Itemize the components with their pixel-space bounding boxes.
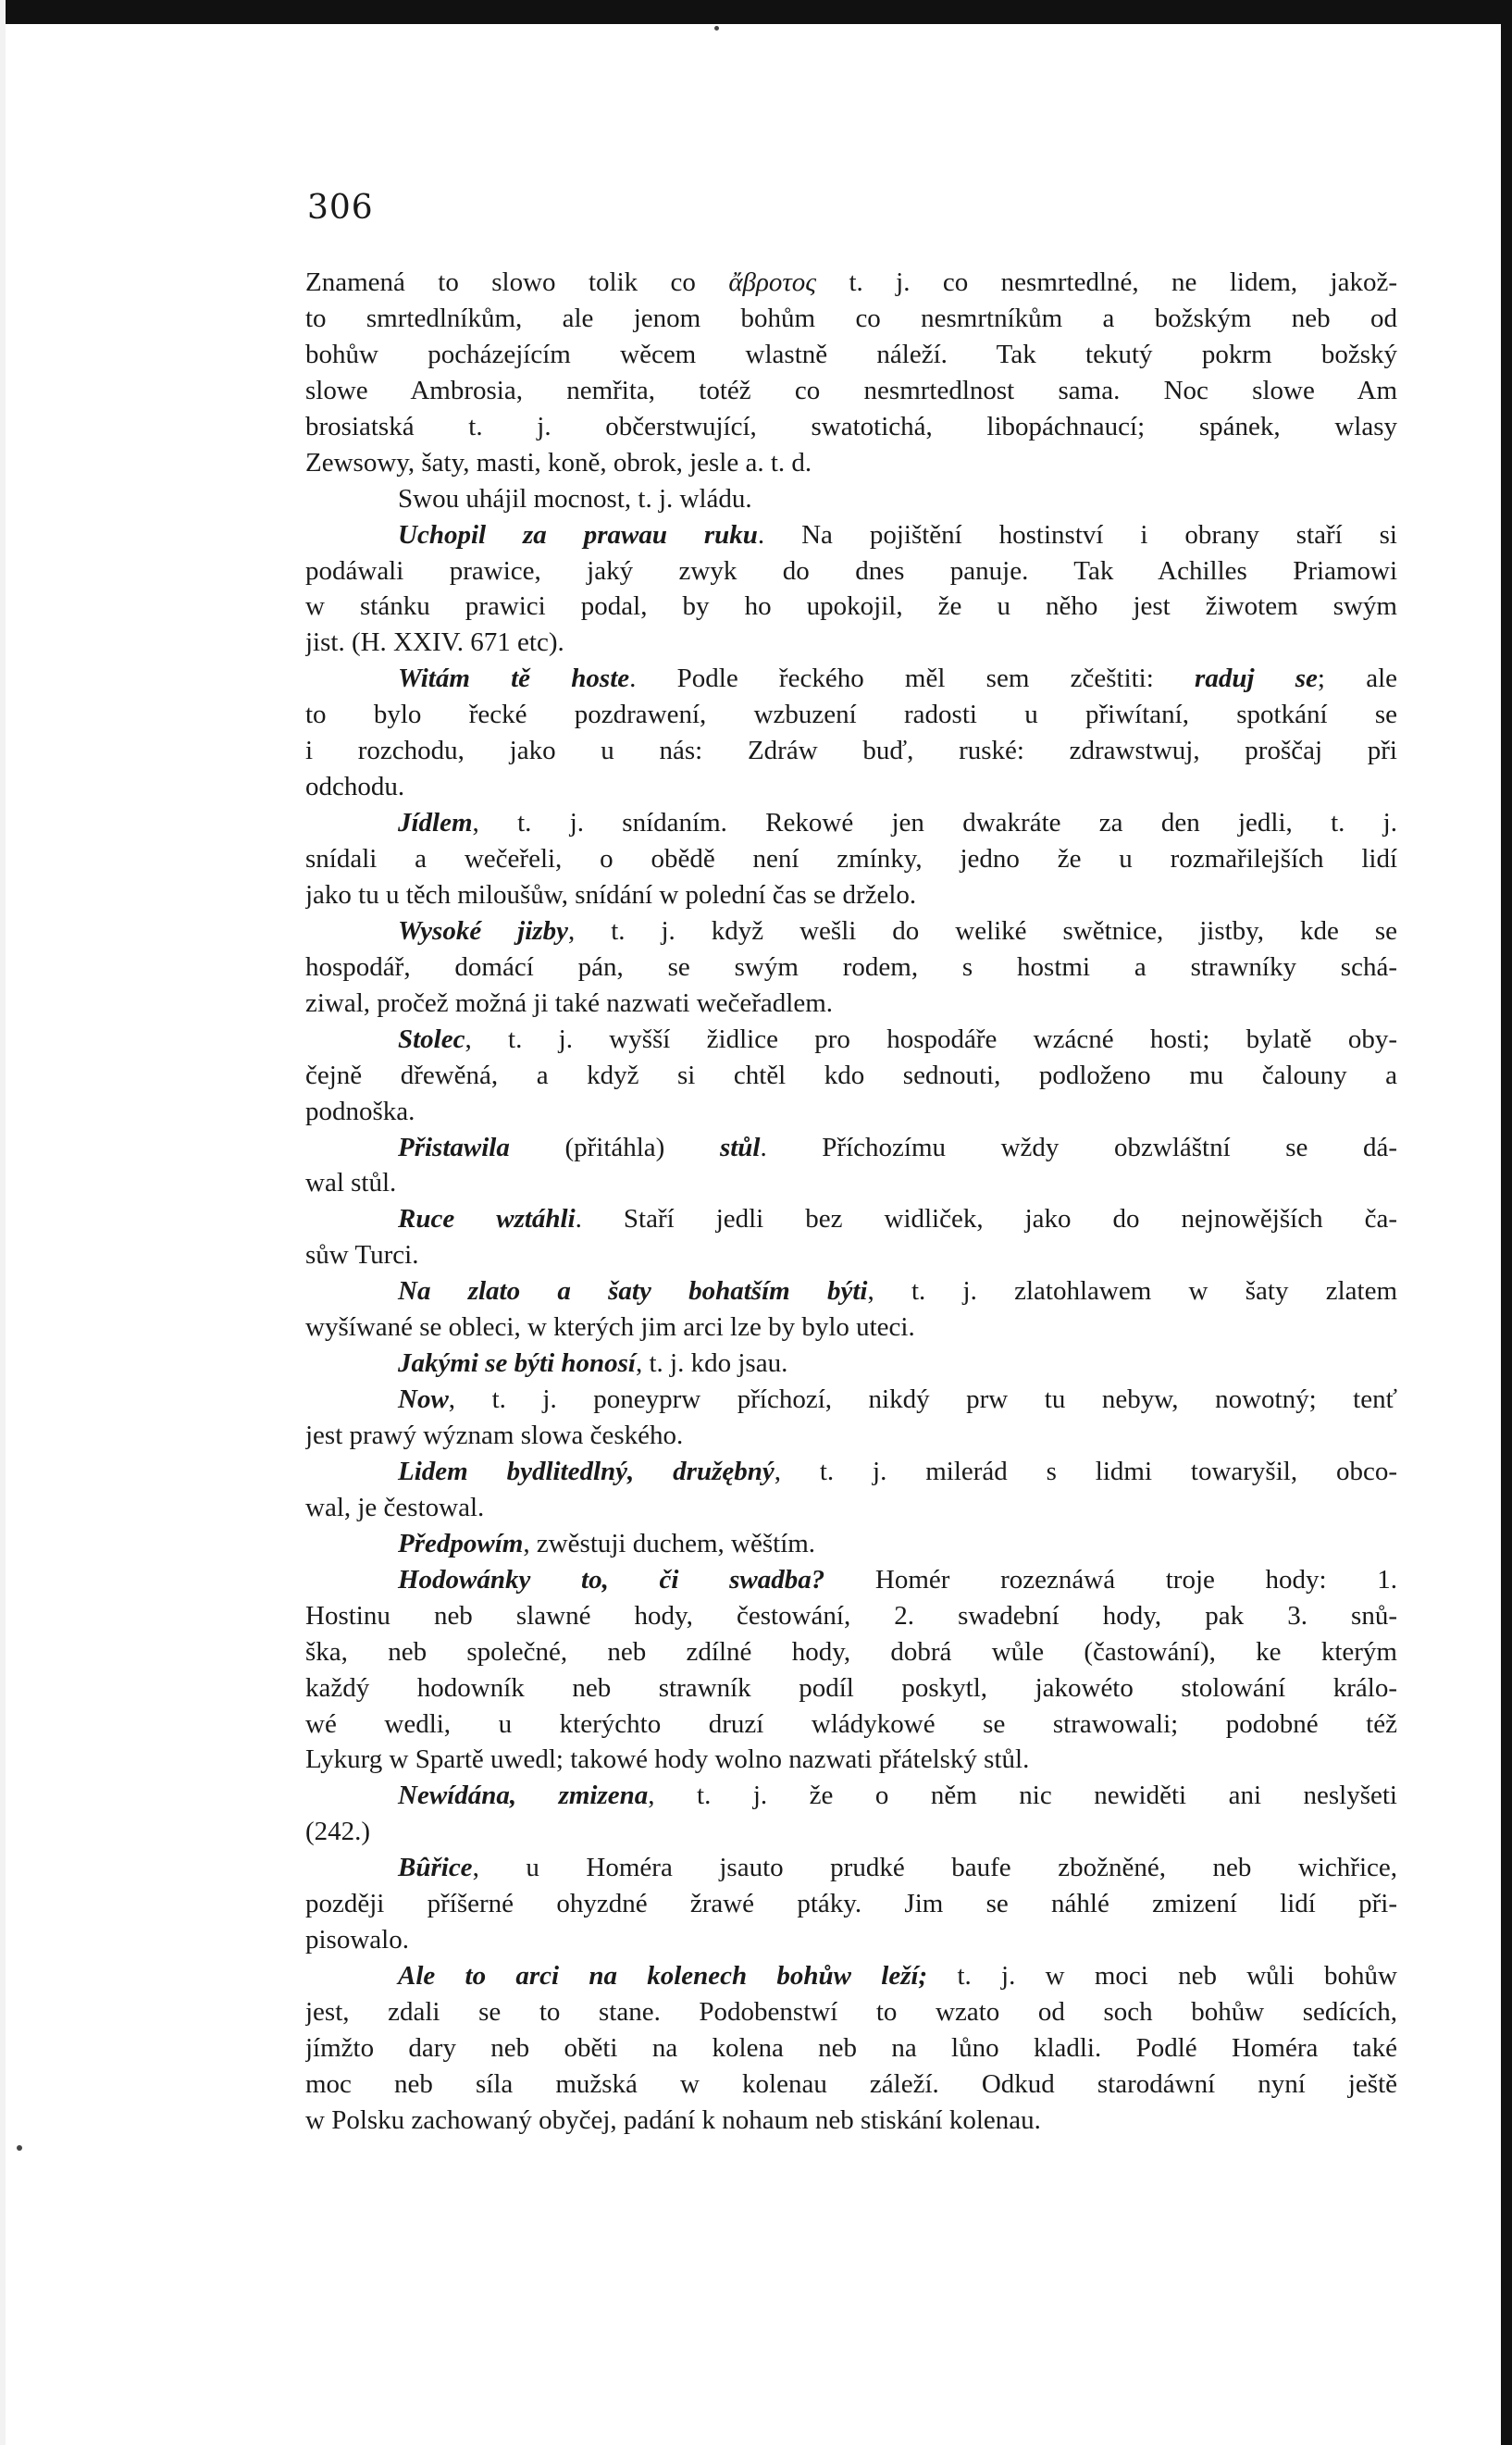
text-line xyxy=(305,913,1397,949)
text-segment: ška, neb společné, neb zdílné hody, dobrá wůle (častowání), ke kterým xyxy=(305,1636,1397,1667)
text-line xyxy=(305,337,1397,373)
body-text xyxy=(305,265,1397,2139)
scan-border-left xyxy=(0,0,6,2445)
text-segment: pisowalo. xyxy=(305,1925,409,1955)
lemma-term: Wysoké jizby xyxy=(398,915,568,946)
text-segment: jest, zdali se to stane. Podobenstwí to wzato od soch bohůw sedících, xyxy=(305,1997,1397,2027)
text-segment: , t. j. že o něm nic newiděti ani neslyšeti xyxy=(648,1781,1397,1811)
text-line xyxy=(305,1094,1397,1130)
text-line xyxy=(305,1850,1397,1886)
text-segment: , t. j. snídaním. Rekowé jen dwakráte za den jedli, t. j. xyxy=(472,808,1397,838)
text-line xyxy=(305,1778,1397,1814)
text-line xyxy=(305,265,1397,301)
text-segment: sůw Turci. xyxy=(305,1240,419,1271)
text-segment: jímžto dary neb oběti na kolena neb na lůno kladli. Podlé Homéra také xyxy=(305,2032,1397,2063)
text-line xyxy=(305,661,1397,697)
text-line xyxy=(305,1598,1397,1634)
text-line xyxy=(305,949,1397,986)
text-line xyxy=(305,1958,1397,1994)
text-segment: Lykurg w Spartě uwedl; takowé hody wolno nazwati přátelský stůl. xyxy=(305,1744,1030,1775)
text-segment: jako tu u těch miloušůw, snídání w polední čas se drželo. xyxy=(305,879,917,910)
text-line xyxy=(305,1922,1397,1958)
lemma-term: Newídána, zmizena xyxy=(398,1781,649,1811)
text-line xyxy=(305,1273,1397,1309)
text-segment: snídali a wečeřeli, o obědě není zmínky, jedno že u rozmařilejších lidí xyxy=(305,844,1397,874)
text-line xyxy=(305,1670,1397,1707)
text-segment: . Příchozímu wždy obzwláštní se dá- xyxy=(760,1132,1397,1162)
lemma-term: Lidem bydlitedlný, družębný xyxy=(398,1456,775,1486)
text-segment: . Staří jedli bez widliček, jako do nejnowějších ča- xyxy=(575,1204,1397,1235)
text-segment: i rozchodu, jako u nás: Zdráw buď, ruské: zdrawstwuj, proščaj při xyxy=(305,736,1397,766)
text-line xyxy=(305,625,1397,661)
text-segment: brosiatská t. j. občerstwující, swatotichá, libopáchnaucí; spánek, wlasy xyxy=(305,411,1397,441)
text-line xyxy=(305,1707,1397,1743)
text-line xyxy=(305,986,1397,1022)
text-segment: čejně dřewěná, a když si chtěl kdo sednouti, podloženo mu čalouny a xyxy=(305,1060,1397,1090)
text-segment: w Polsku zachowaný obyčej, padání k nohaum neb stiskání kolenau. xyxy=(305,2104,1041,2135)
text-line xyxy=(305,1886,1397,1922)
text-segment: wyšíwané se obleci, w kterých jim arci lze by bylo uteci. xyxy=(305,1312,915,1343)
text-line xyxy=(305,1742,1397,1778)
lemma-term: Hodowánky to, či swadba? xyxy=(398,1564,825,1595)
lemma-term: Jakými se býti honosí xyxy=(398,1348,636,1379)
text-line xyxy=(305,409,1397,445)
text-segment: , t. j. poneyprw příchozí, nikdý prw tu nebyw, nowotný; tenť xyxy=(448,1384,1397,1415)
text-segment: každý hodowník neb strawník podíl poskytl, jakowéto stolowání králo- xyxy=(305,1672,1397,1703)
lemma-term: Přistawila xyxy=(398,1132,510,1162)
text-segment: jist. (H. XXIV. 671 etc). xyxy=(305,627,564,658)
text-line xyxy=(305,697,1397,733)
text-line xyxy=(305,2030,1397,2066)
text-segment: Znamená to slowo tolik co xyxy=(305,267,729,297)
text-segment: . Na pojištění hostinství i obrany staří si xyxy=(757,519,1397,550)
text-segment: to smrtedlníkům, ale jenom bohům co nesmrtníkům a božským neb od xyxy=(305,303,1397,333)
text-line xyxy=(305,1814,1397,1850)
text-line xyxy=(305,769,1397,805)
text-segment: ; ale xyxy=(1317,664,1397,694)
text-segment: odchodu. xyxy=(305,772,405,802)
lemma-term: Ruce wztáhli xyxy=(398,1204,576,1235)
lemma-term: Uchopil za prawau ruku xyxy=(398,519,758,550)
text-segment: to bylo řecké pozdrawení, wzbuzení radosti u přiwítaní, spotkání se xyxy=(305,700,1397,730)
lemma-term: Na zlato a šaty bohatším býti xyxy=(398,1276,868,1307)
lemma-term: stůl xyxy=(719,1132,761,1162)
text-line xyxy=(305,2103,1397,2139)
text-segment: , u Homéra jsauto prudké baufe zbožněné, neb wichřice, xyxy=(472,1853,1397,1883)
text-line xyxy=(305,1526,1397,1562)
text-line xyxy=(305,1346,1397,1382)
text-segment: Zewsowy, šaty, masti, koně, obrok, jesle a. t. d. xyxy=(305,447,812,478)
text-line xyxy=(305,1994,1397,2030)
text-line xyxy=(305,1562,1397,1598)
text-segment: bohůw pocházejícím wěcem wlastně náleží. Tak tekutý pokrm božský xyxy=(305,339,1397,369)
text-segment: jest prawý wýznam slowa českého. xyxy=(305,1421,684,1450)
text-line xyxy=(305,733,1397,769)
text-line xyxy=(305,1634,1397,1670)
text-segment: podáwali prawice, jaký zwyk do dnes panuje. Tak Achilles Priamowi xyxy=(305,555,1397,586)
text-segment: , zwěstuji duchem, wěštím. xyxy=(523,1528,816,1558)
greek-word: ἄβροτος xyxy=(728,267,817,297)
text-line xyxy=(305,553,1397,590)
text-line xyxy=(305,1382,1397,1418)
text-line xyxy=(305,1165,1397,1201)
text-segment: později příšerné ohyzdné žrawé ptáky. Jim se náhlé zmizení lidí při- xyxy=(305,1889,1397,1919)
text-segment: , t. j. milerád s lidmi towaryšil, obco- xyxy=(774,1456,1397,1486)
text-segment: Hostinu neb slawné hody, čestowání, 2. swadební hody, pak 3. snů- xyxy=(305,1600,1397,1631)
ink-speck xyxy=(714,26,719,31)
text-line xyxy=(305,1237,1397,1273)
text-segment: , t. j. zlatohlawem w šaty zlatem xyxy=(867,1276,1397,1307)
text-segment: , t. j. kdo jsau. xyxy=(635,1348,788,1379)
lemma-term: Stolec xyxy=(398,1024,465,1054)
text-line xyxy=(305,1058,1397,1094)
lemma-term: Ale to arci na kolenech bohůw leží; xyxy=(398,1961,928,1992)
text-segment: . Podle řeckého měl sem zčeštiti: xyxy=(629,664,1196,694)
text-segment: moc neb síla mužská w kolenau záleží. Odkud starodáwní nyní ještě xyxy=(305,2068,1397,2099)
text-line xyxy=(305,1490,1397,1526)
text-line xyxy=(305,301,1397,337)
text-line xyxy=(305,1454,1397,1490)
text-line xyxy=(305,877,1397,913)
text-segment: Swou uhájil mocnost, t. j. wládu. xyxy=(398,483,752,514)
lemma-term: Jídlem xyxy=(398,808,473,838)
text-segment: slowe Ambrosia, nemřita, totéž co nesmrtedlnost sama. Noc slowe Am xyxy=(305,375,1397,405)
lemma-term: Předpowím xyxy=(398,1528,524,1558)
text-line xyxy=(305,445,1397,481)
text-segment: t. j. w moci neb wůli bohůw xyxy=(927,1961,1397,1992)
text-segment: w stánku prawici podal, by ho upokojil, že u něho jest žiwotem swým xyxy=(305,591,1397,622)
text-line xyxy=(305,1418,1397,1454)
lemma-term: Bûřice xyxy=(398,1853,473,1883)
text-segment: (242.) xyxy=(305,1817,371,1847)
lemma-term: Now xyxy=(398,1384,449,1415)
text-segment: hospodář, domácí pán, se swým rodem, s hostmi a strawníky schá- xyxy=(305,951,1397,982)
text-segment: , t. j. když wešli do weliké swětnice, jistby, kde se xyxy=(567,915,1397,946)
scan-border-right xyxy=(1501,0,1512,2445)
text-line xyxy=(305,805,1397,841)
text-line xyxy=(305,1022,1397,1058)
lemma-term: Witám tě hoste xyxy=(398,664,630,694)
text-line xyxy=(305,1130,1397,1166)
text-segment: Homér rozeznáwá troje hody: 1. xyxy=(824,1564,1397,1595)
text-segment: wal stůl. xyxy=(305,1168,397,1198)
ink-speck xyxy=(17,2145,22,2151)
text-line xyxy=(305,481,1397,517)
text-segment: ziwal, pročež možná ji také nazwati wečeřadlem. xyxy=(305,987,834,1018)
lemma-term: raduj se xyxy=(1195,664,1318,694)
text-segment: wé wedli, u kterýchto druzí wládykowé se strawowali; podobné též xyxy=(305,1708,1397,1739)
text-segment: , t. j. wyšší židlice pro hospodáře wzácné hosti; bylatě oby- xyxy=(465,1024,1397,1054)
text-line xyxy=(305,1201,1397,1237)
page-number: 306 xyxy=(307,189,374,227)
text-segment: podnoška. xyxy=(305,1096,415,1126)
text-line xyxy=(305,373,1397,409)
text-line xyxy=(305,589,1397,625)
text-line xyxy=(305,841,1397,877)
text-segment: t. j. co nesmrtedlné, ne lidem, jakož- xyxy=(816,267,1397,297)
text-segment: (přitáhla) xyxy=(509,1132,720,1162)
text-segment: wal, je čestowal. xyxy=(305,1492,485,1522)
scan-border-top xyxy=(0,0,1512,24)
text-line xyxy=(305,2066,1397,2103)
text-line xyxy=(305,1309,1397,1346)
text-line xyxy=(305,517,1397,553)
